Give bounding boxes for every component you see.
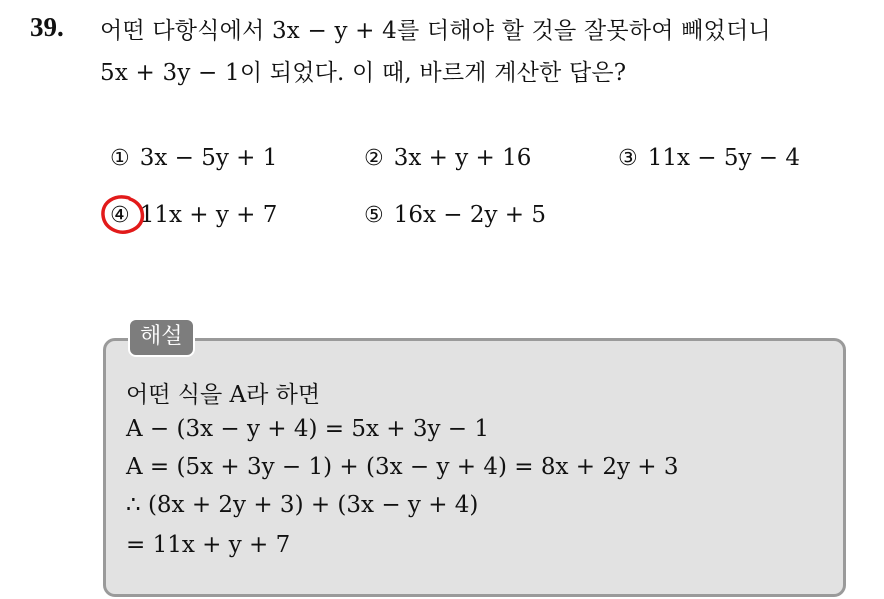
choice-2[interactable] [364,145,531,171]
choice-4[interactable] [110,202,277,228]
choice-4-text: 11x + y + 7 [139,202,278,228]
question-text-line-1: 어떤 다항식에서 3x − y + 4를 더해야 할 것을 잘못하여 빼었더니 [100,18,771,44]
solution-tag: 해설 [128,318,195,357]
choice-5[interactable] [364,202,546,228]
choice-2-text: 3x + y + 16 [393,145,532,171]
choice-5-number: ⑤ [364,203,384,228]
choice-5-text: 16x − 2y + 5 [393,202,547,228]
solution-line-3: A = (5x + 3y − 1) + (3x − y + 4) = 8x + 2y + 3 [126,454,679,480]
choice-1-number: ① [110,146,130,171]
solution-line-5: = 11x + y + 7 [126,532,291,558]
choice-3-text: 11x − 5y − 4 [647,145,801,171]
question-number: 39. [30,12,64,42]
choice-1[interactable] [110,145,277,171]
choice-3[interactable] [618,145,800,171]
solution-line-1: 어떤 식을 A라 하면 [126,382,321,408]
question-text-line-2: 5x + 3y − 1이 되었다. 이 때, 바르게 계산한 답은? [100,60,627,86]
choice-2-number: ② [364,146,384,171]
choice-4-number: ④ [110,203,130,228]
choice-3-number: ③ [618,146,638,171]
solution-line-4: ∴ (8x + 2y + 3) + (3x − y + 4) [126,492,479,518]
solution-line-2: A − (3x − y + 4) = 5x + 3y − 1 [126,416,490,442]
choice-1-text: 3x − 5y + 1 [139,145,278,171]
